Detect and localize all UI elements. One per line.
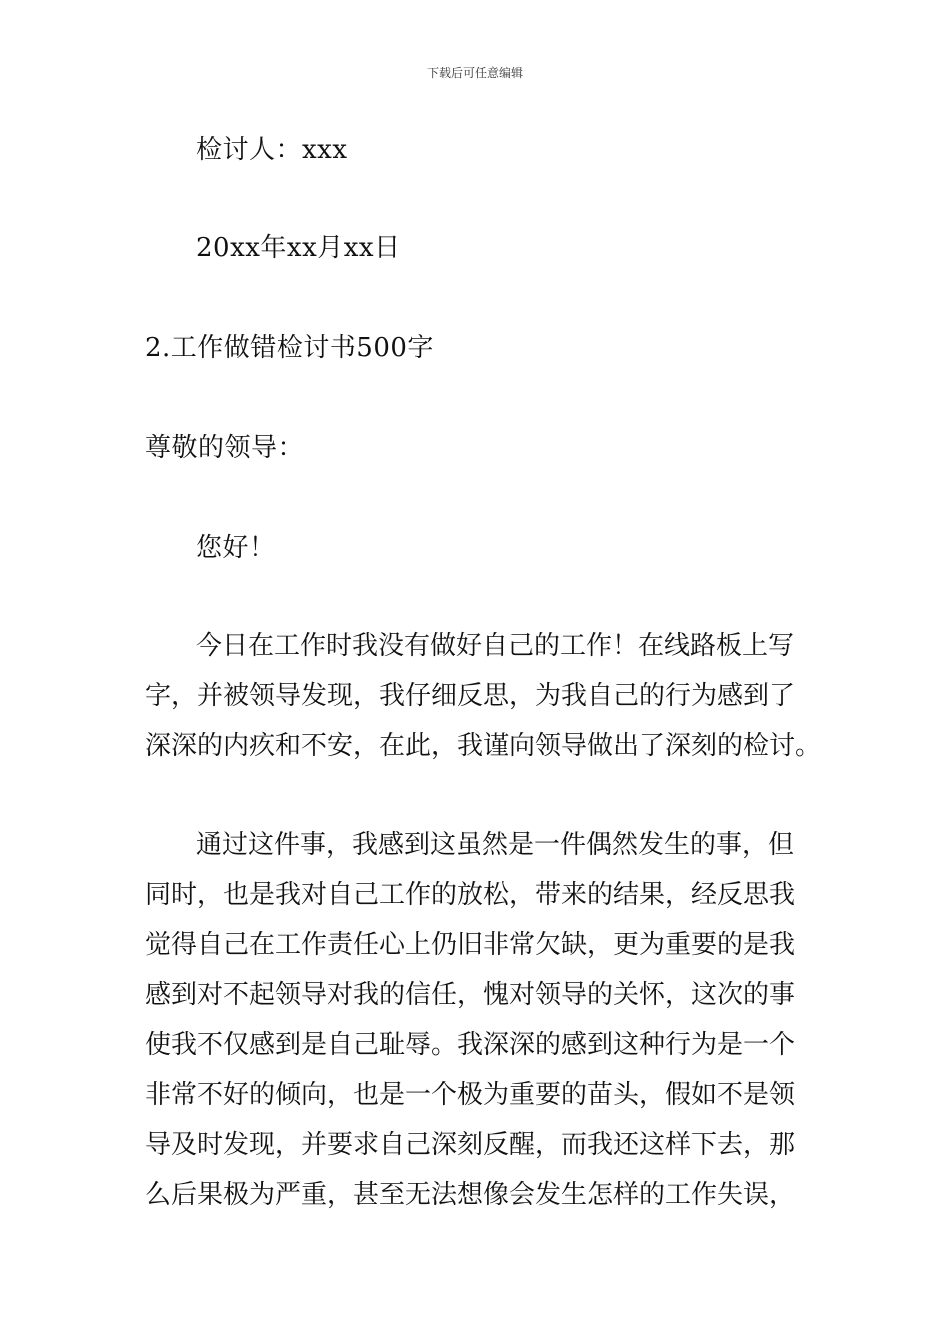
greeting: 您好！ [196, 533, 276, 563]
paragraph-line: 使我不仅感到是自己耻辱。我深深的感到这种行为是一个 [145, 1030, 796, 1060]
signature-date: 20xx年xx月xx日 [196, 233, 401, 263]
page-header: 下载后可任意编辑 [426, 66, 523, 80]
paragraph-line: 非常不好的倾向，也是一个极为重要的苗头，假如不是领 [145, 1080, 796, 1110]
paragraph-line: 导及时发现，并要求自己深刻反醒，而我还这样下去，那 [145, 1130, 796, 1160]
paragraph-line: 字，并被领导发现，我仔细反思，为我自己的行为感到了 [145, 681, 796, 711]
paragraph-line: 同时，也是我对自己工作的放松，带来的结果，经反思我 [145, 880, 796, 910]
reviewer-signature: 检讨人：xxx [196, 135, 348, 165]
body-paragraph-2 [145, 820, 805, 1220]
paragraph-line: 通过这件事，我感到这虽然是一件偶然发生的事，但 [196, 830, 795, 860]
paragraph-line: 今日在工作时我没有做好自己的工作！在线路板上写 [196, 631, 795, 661]
salutation: 尊敬的领导： [145, 433, 305, 463]
paragraph-line: 觉得自己在工作责任心上仍旧非常欠缺，更为重要的是我 [145, 930, 796, 960]
body-paragraph-1 [145, 621, 822, 771]
paragraph-line: 么后果极为严重，甚至无法想像会发生怎样的工作失误， [145, 1180, 796, 1210]
paragraph-line: 感到对不起领导对我的信任，愧对领导的关怀，这次的事 [145, 980, 796, 1010]
section-title: 2.工作做错检讨书500字 [145, 333, 434, 363]
paragraph-line: 深深的内疚和不安，在此，我谨向领导做出了深刻的检讨。 [145, 731, 822, 761]
